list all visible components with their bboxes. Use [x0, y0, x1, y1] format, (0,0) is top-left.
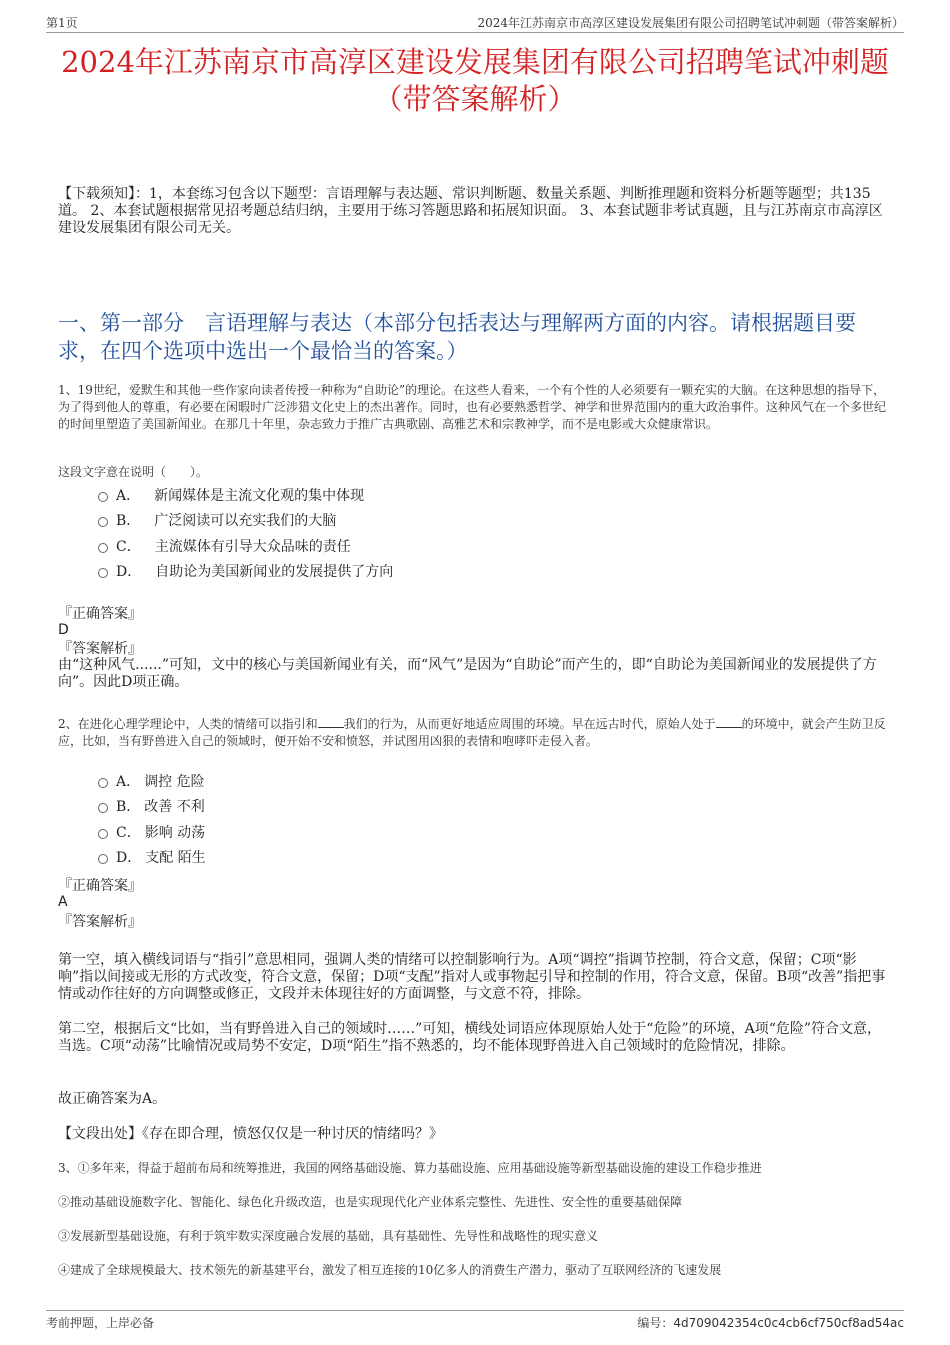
radio-icon[interactable] [98, 568, 108, 578]
analysis-paragraph-2: 第二空，根据后文“比如，当有野兽进入自己的领域时……”可知，横线处词语应体现原始人处于“危险”的环境，A项“危险”符合文意，当选。C项“动荡”比喻情况或局势不安定，D项“陌生”指不熟悉的，均不能体现野兽进入自己领域时的危险情况，排除。 [58, 1021, 882, 1054]
page-footer [46, 1310, 904, 1330]
footer-code: 编号：4d709042354c0c4cb6cf750cf8ad54ac [637, 1316, 904, 1330]
radio-icon[interactable] [98, 543, 108, 553]
option-a[interactable]: A． 调控 危险 [98, 768, 206, 794]
answer-value: D [58, 622, 69, 638]
text-source: 【文段出处】《存在即合理，愤怒仅仅是一种讨厌的情绪吗？》 [58, 1126, 443, 1142]
question-2-stem: 2、在进化心理学理论中，人类的情绪可以指引和 我们的行为，从而更好地适应周围的环境。早在远古时代，原始人处于 的环境中，就会产生防卫反应，比如，当有野兽进入自己的领域时，便开始不安和愤怒，并试图用凶狠的表情和咆哮吓走侵入者。 [58, 717, 886, 748]
question-3-sentence-1: 3、①多年来，得益于超前布局和统筹推进，我国的网络基础设施、算力基础设施、应用基础设施等新型基础设施的建设工作稳步推进 [58, 1161, 762, 1175]
header-doc-title: 2024年江苏南京市高淳区建设发展集团有限公司招聘笔试冲刺题（带答案解析） [477, 16, 904, 30]
fill-blank [318, 716, 344, 728]
question-1-prompt: 这段文字意在说明（ ）。 [58, 465, 209, 479]
option-d[interactable]: D． 自助论为美国新闻业的发展提供了方向 [98, 559, 393, 585]
option-b[interactable]: B． 改善 不利 [98, 794, 206, 820]
question-1-answer-block [58, 606, 890, 691]
question-2-answer-block [58, 878, 890, 930]
footer-slogan: 考前押题，上岸必备 [46, 1316, 155, 1330]
answer-label: 『正确答案』 [58, 606, 142, 622]
radio-icon[interactable] [98, 517, 108, 527]
question-1-options [98, 482, 393, 584]
page-number: 第1页 [46, 16, 78, 30]
question-3-sentence-2: ②推动基础设施数字化、智能化、绿色化升级改造，也是实现现代化产业体系完整性、先进性、安全性的重要基础保障 [58, 1195, 683, 1209]
analysis-label: 『答案解析』 [58, 641, 142, 657]
question-1-stem: 1、19世纪，爱默生和其他一些作家向读者传授一种称为“自助论”的理论。在这些人看来，一个有个性的人必须要有一颗充实的大脑。在这种思想的指导下，为了得到他人的尊重，有必要在闲暇时广泛涉猎文化史上的杰出著作。同时，也有必要熟悉哲学、神学和世界范围内的重大政治事件。这种风气在一个多世纪的时间里塑造了美国新闻业。在那几十年里，杂志致力于推广古典歌剧、高雅艺术和宗教神学，而不是电影或大众健康常识。 [58, 383, 887, 431]
option-d[interactable]: D． 支配 陌生 [98, 845, 206, 871]
answer-value: A [58, 894, 68, 910]
radio-icon[interactable] [98, 829, 108, 839]
option-a[interactable]: A． 新闻媒体是主流文化观的集中体现 [98, 482, 393, 508]
question-3-sentence-4: ④建成了全球规模最大、技术领先的新基建平台，激发了相互连接的10亿多人的消费生产潜力，驱动了互联网经济的飞速发展 [58, 1263, 722, 1277]
download-notice: 【下载须知】：1，本套练习包含以下题型：言语理解与表达题、常识判断题、数量关系题、判断推理题和资料分析题等题型；共135道。 2、本套试题根据常见招考题总结归纳，主要用于练习答题思路和拓展知识面。 3、本套试题非考试真题，且与江苏南京市高淳区建设发展集团有限公司无关。 [58, 186, 883, 236]
question-2-options [98, 768, 206, 870]
radio-icon[interactable] [98, 854, 108, 864]
analysis-text: 由“这种风气......”可知，文中的核心与美国新闻业有关，而“风气”是因为“自助论”而产生的，即“自助论为美国新闻业的发展提供了方向”。因此D项正确。 [58, 657, 877, 690]
analysis-label: 『答案解析』 [58, 914, 142, 930]
answer-label: 『正确答案』 [58, 878, 142, 894]
document-title: 2024年江苏南京市高淳区建设发展集团有限公司招聘笔试冲刺题（带答案解析） [61, 45, 889, 116]
question-3-sentence-3: ③发展新型基础设施，有利于筑牢数实深度融合发展的基础，具有基础性、先导性和战略性的现实意义 [58, 1229, 599, 1243]
section-heading: 一、第一部分 言语理解与表达（本部分包括表达与理解两方面的内容。请根据题目要求，在四个选项中选出一个最恰当的答案。） [58, 311, 856, 363]
option-c[interactable]: C． 主流媒体有引导大众品味的责任 [98, 533, 393, 559]
analysis-conclusion: 故正确答案为A。 [58, 1091, 167, 1107]
radio-icon[interactable] [98, 778, 108, 788]
radio-icon[interactable] [98, 803, 108, 813]
option-b[interactable]: B． 广泛阅读可以充实我们的大脑 [98, 508, 393, 534]
page-header [46, 14, 904, 33]
fill-blank [716, 716, 742, 728]
option-c[interactable]: C． 影响 动荡 [98, 819, 206, 845]
analysis-paragraph-1: 第一空，填入横线词语与“指引”意思相同，强调人类的情绪可以控制影响行为。A项“调控”指调节控制，符合文意，保留；C项“影响”指以间接或无形的方式改变，符合文意，保留；D项“支配”指对人或事物起引导和控制的作用，符合文意，保留。B项“改善”指把事情或动作往好的方向调整或修正，文段并未体现往好的方面调整，与文意不符，排除。 [58, 952, 886, 1002]
radio-icon[interactable] [98, 492, 108, 502]
